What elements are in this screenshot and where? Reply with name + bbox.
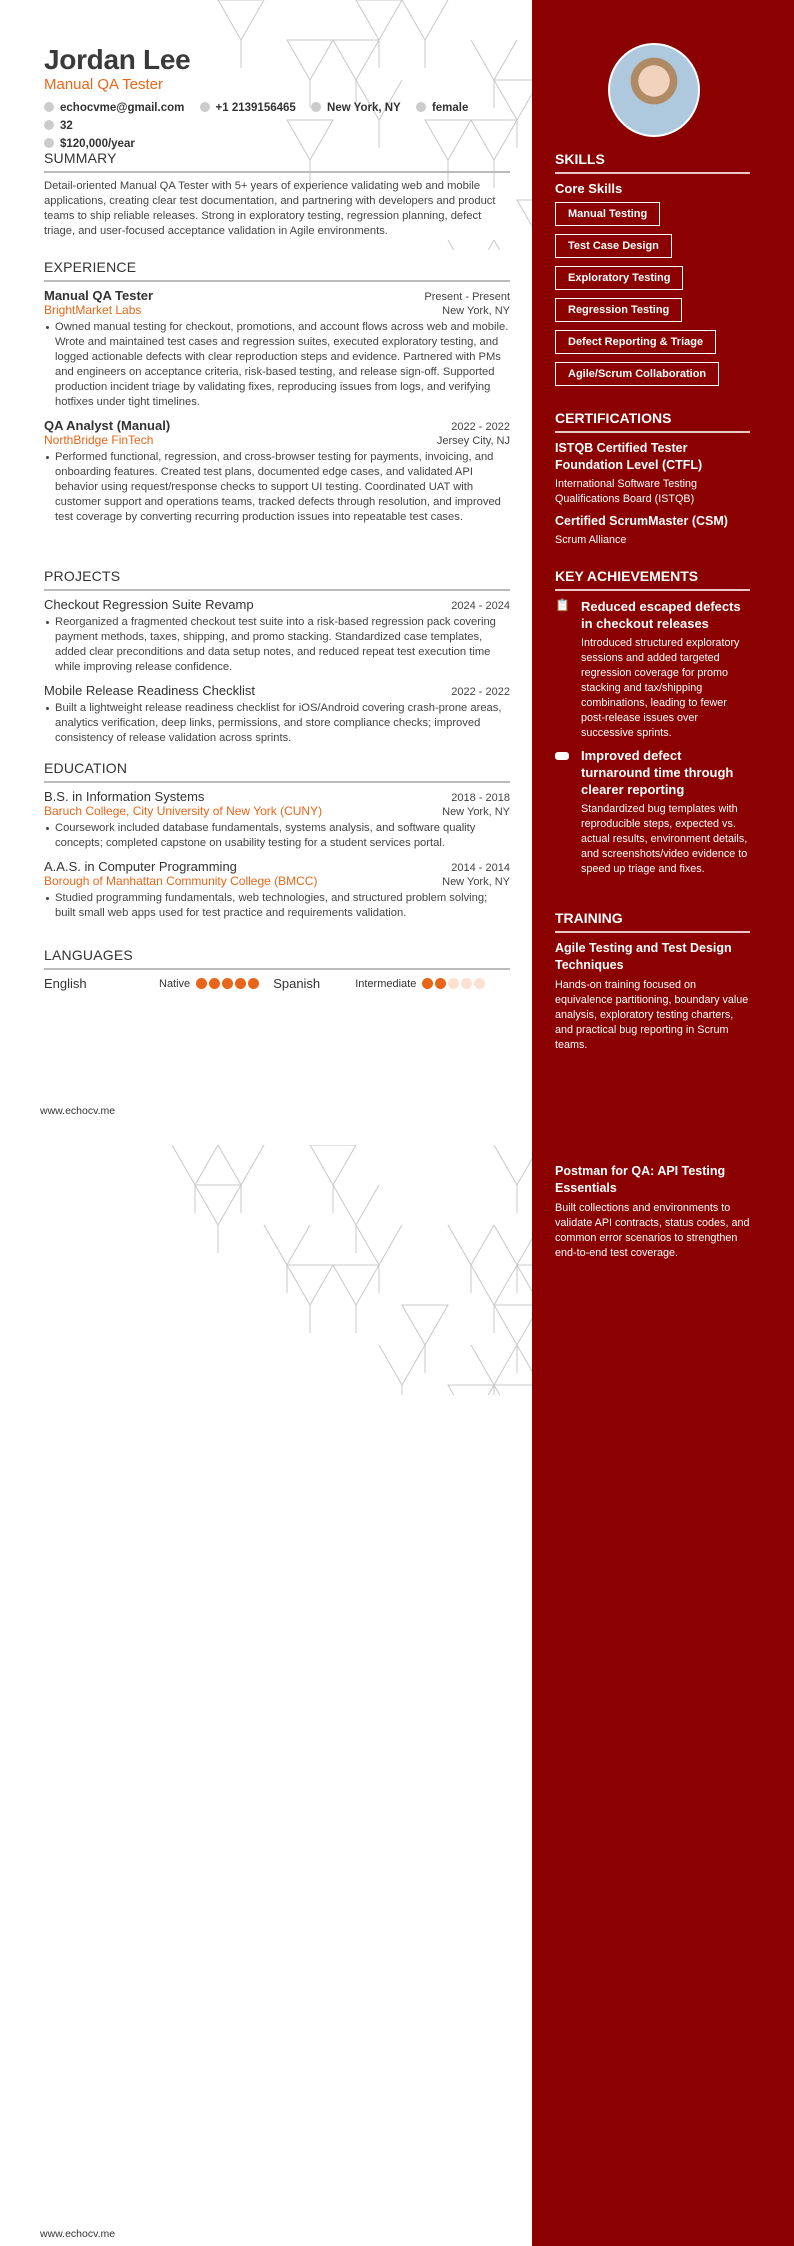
email-text: echocvme@gmail.com (60, 102, 185, 114)
section-heading: EDUCATION (44, 760, 510, 783)
school: Borough of Manhattan Community College (BMCC) (44, 874, 318, 888)
experience-section (44, 259, 510, 533)
achievement-item (555, 747, 750, 877)
skill-tag: Defect Reporting & Triage (555, 330, 716, 354)
skill-tag: Exploratory Testing (555, 266, 683, 290)
contact-location (311, 102, 401, 114)
training-text: Built collections and environments to validate API contracts, status codes, and common error scenarios to strengthen end-to-end test coverage. (555, 1202, 750, 1259)
language-name: Spanish (273, 976, 321, 991)
pattern-line (494, 240, 532, 250)
pattern-line (517, 1345, 532, 1395)
pattern-line (517, 200, 532, 250)
pattern-line (402, 1305, 448, 1373)
skill-tag: Test Case Design (555, 234, 672, 258)
pattern-line (287, 1265, 333, 1333)
education-item (44, 789, 510, 851)
section-heading: PROJECTS (44, 568, 510, 591)
rating-dot-filled (235, 978, 246, 989)
rating-dot-empty (448, 978, 459, 989)
training-title: Agile Testing and Test Design Techniques (555, 941, 732, 972)
location-text: New York, NY (327, 102, 401, 114)
footer-link[interactable]: www.echocv.me (40, 1105, 116, 1117)
location-icon (311, 102, 321, 112)
section-heading: SKILLS (555, 151, 750, 174)
avatar (608, 43, 700, 137)
gender-text: female (431, 102, 469, 114)
language-level: Intermediate (355, 977, 417, 990)
pattern-line (494, 1385, 532, 1395)
skill-tag: Manual Testing (555, 202, 660, 226)
dates: 2022 - 2022 (451, 421, 510, 433)
project-item (44, 597, 510, 675)
contact-gender (416, 102, 468, 114)
skill-tag: Agile/Scrum Collaboration (555, 362, 719, 386)
achievement-item (555, 598, 750, 741)
at-icon (44, 102, 54, 112)
skill-tag: Regression Testing (555, 298, 682, 322)
contact-age (44, 120, 73, 132)
achievement-text: Introduced structured exploratory sessions and added targeted regression coverage for promo stacking and tax/shipping combinations, leading to fewer post-release issues over successive sprints. (581, 637, 740, 739)
pattern-line (264, 1225, 310, 1293)
skills-section (555, 151, 750, 394)
pattern-line (333, 1265, 379, 1333)
achievements-section (555, 568, 750, 883)
pattern-line (448, 240, 494, 250)
pattern-line (494, 1305, 532, 1373)
rating-dot-empty (461, 978, 472, 989)
pattern-line (310, 1145, 356, 1213)
training-title: Postman for QA: API Testing Essentials (555, 1164, 726, 1195)
contact-phone[interactable] (200, 102, 296, 114)
skill-tags (555, 202, 750, 394)
pattern-line (471, 1345, 517, 1395)
certifications-section (555, 410, 750, 548)
section-heading: LANGUAGES (44, 947, 510, 970)
pattern-line (471, 40, 517, 108)
certification-name: ISTQB Certified Tester Foundation Level (CTFL) (555, 441, 703, 472)
school: Baruch College, City University of New York (CUNY) (44, 804, 323, 818)
language-level: Native (159, 977, 191, 990)
certification-issuer: International Software Testing Qualifications Board (ISTQB) (555, 478, 698, 505)
pattern-line (448, 1225, 494, 1293)
pattern-line (471, 1265, 517, 1333)
location: New York, NY (442, 305, 510, 317)
training-item-page2 (555, 1163, 750, 1261)
bullet: Studied programming fundamentals, web technologies, and structured problem solving; built small web apps used for test practice and requirements validation. (44, 891, 510, 921)
pattern-line (494, 1145, 532, 1213)
location: New York, NY (442, 876, 510, 888)
contact-email[interactable] (44, 102, 184, 114)
rating-dot-filled (248, 978, 259, 989)
rating-dot-filled (196, 978, 207, 989)
pattern-line (494, 1225, 532, 1293)
pattern-line (287, 40, 333, 108)
calendar-icon (44, 120, 54, 130)
job-title: Manual QA Tester (44, 76, 163, 93)
bullet: Coursework included database fundamentals, systems analysis, and software quality concepts; completed capstone on usability testing for a student services portal. (44, 821, 510, 851)
section-heading: SUMMARY (44, 150, 510, 173)
location: New York, NY (442, 806, 510, 818)
achievement-title: Reduced escaped defects in checkout releases (581, 599, 741, 631)
section-heading: CERTIFICATIONS (555, 410, 750, 433)
company: NorthBridge FinTech (44, 433, 154, 447)
salary-text: $120,000/year (60, 138, 135, 150)
education-section (44, 760, 510, 929)
contact-info (44, 99, 510, 153)
training-section (555, 910, 750, 1053)
section-heading: EXPERIENCE (44, 259, 510, 282)
rating-dot-filled (435, 978, 446, 989)
footer-link[interactable]: www.echocv.me (40, 2228, 116, 2240)
pattern-line (356, 1225, 402, 1293)
bullet: Reorganized a fragmented checkout test suite into a risk-based regression pack covering payment methods, taxes, shipping, and promo stacking. Standardized case templates, added clear preconditions and data setup notes, and reduced repeat test execution time while improving release confidence. (44, 615, 510, 675)
rating-dot-filled (209, 978, 220, 989)
project-title: Checkout Regression Suite Revamp (44, 597, 254, 612)
pattern-line (356, 0, 402, 68)
certification-issuer: Scrum Alliance (555, 534, 627, 546)
bullet: Performed functional, regression, and cross-browser testing for payments, invoicing, and onboarding features. Created test plans, documented edge cases, and validated API behavior using request/response checks to support UI testing. Coordinated UAT with customer support and operations teams, tracked defects through resolution, and improved test coverage by converting recurring production issues into repeatable test cases. (44, 450, 510, 525)
degree: B.S. in Information Systems (44, 789, 205, 804)
company: BrightMarket Labs (44, 303, 142, 317)
pattern-line (379, 1345, 425, 1395)
pattern-line (218, 0, 264, 68)
dates: 2024 - 2024 (451, 600, 510, 612)
languages-section (44, 947, 510, 991)
rating-dot-filled (222, 978, 233, 989)
experience-item (44, 418, 510, 525)
summary-text: Detail-oriented Manual QA Tester with 5+ years of experience validating web and mobile applications, creating clear test documentation, and partnering with developers and product teams to ship reliable releases. Strong in exploratory testing, regression planning, defect triage, and user-focused acceptance validation in Agile environments. (44, 180, 496, 237)
project-item (44, 683, 510, 746)
bullet: Owned manual testing for checkout, promotions, and account flows across web and mobile. Wrote and maintained test cases and regression suites, executed exploratory testing, and logged actionable defects with clear reproduction steps and evidence. Partnered with PMs and engineers on acceptance criteria, risk-based testing, and release sign-off. Supported production incident triage by validating fixes, reproducing issues from logs, and verifying hotfixes under tight timelines. (44, 320, 510, 410)
projects-section (44, 568, 510, 754)
pattern-line (333, 1185, 379, 1253)
rating-dot-filled (422, 978, 433, 989)
position-title: QA Analyst (Manual) (44, 418, 171, 433)
money-icon (44, 138, 54, 148)
bullet: Built a lightweight release readiness checklist for iOS/Android covering crash-prone areas, analytics verification, deep links, permissions, and store compliance checks; improved consistency of release validation across sprints. (44, 701, 510, 746)
pattern-line (218, 1145, 264, 1213)
achievement-text: Standardized bug templates with reproducible steps, expected vs. actual results, environment details, and screenshots/video evidence to speed up triage and fixes. (581, 803, 748, 875)
age-text: 32 (60, 120, 73, 132)
contact-salary (44, 138, 135, 150)
experience-item (44, 288, 510, 410)
language-rating (194, 976, 259, 991)
candidate-name: Jordan Lee (44, 44, 191, 75)
phone-icon (200, 102, 210, 112)
language-name: English (44, 976, 87, 991)
languages-row (44, 976, 510, 991)
dates: Present - Present (424, 291, 510, 303)
section-heading: TRAINING (555, 910, 750, 933)
position-title: Manual QA Tester (44, 288, 154, 303)
location: Jersey City, NJ (436, 435, 510, 447)
rating-dot-empty (474, 978, 485, 989)
dates: 2022 - 2022 (451, 686, 510, 698)
achievement-title: Improved defect turnaround time through clearer reporting (581, 748, 734, 797)
clipboard-check-icon: 📋 (555, 598, 570, 612)
geometric-pattern-page2 (172, 1145, 532, 1395)
person-icon (416, 102, 426, 112)
degree: A.A.S. in Computer Programming (44, 859, 237, 874)
pattern-line (402, 0, 448, 68)
education-item (44, 859, 510, 921)
summary-section (44, 150, 510, 239)
language-rating (420, 976, 485, 991)
dates: 2014 - 2014 (451, 862, 510, 874)
pattern-line (195, 1185, 241, 1253)
skills-group: Core Skills (555, 181, 623, 196)
pattern-line (448, 1385, 494, 1395)
dates: 2018 - 2018 (451, 792, 510, 804)
section-heading: KEY ACHIEVEMENTS (555, 568, 750, 591)
project-title: Mobile Release Readiness Checklist (44, 683, 255, 698)
training-text: Hands-on training focused on equivalence partitioning, boundary value analysis, exploratory testing charters, and practical bug reporting in Scrum teams. (555, 979, 749, 1051)
pattern-line (333, 40, 379, 108)
battery-icon (555, 747, 581, 877)
phone-text: +1 2139156465 (215, 102, 296, 114)
certification-name: Certified ScrumMaster (CSM) (555, 514, 728, 528)
pattern-line (172, 1145, 218, 1213)
